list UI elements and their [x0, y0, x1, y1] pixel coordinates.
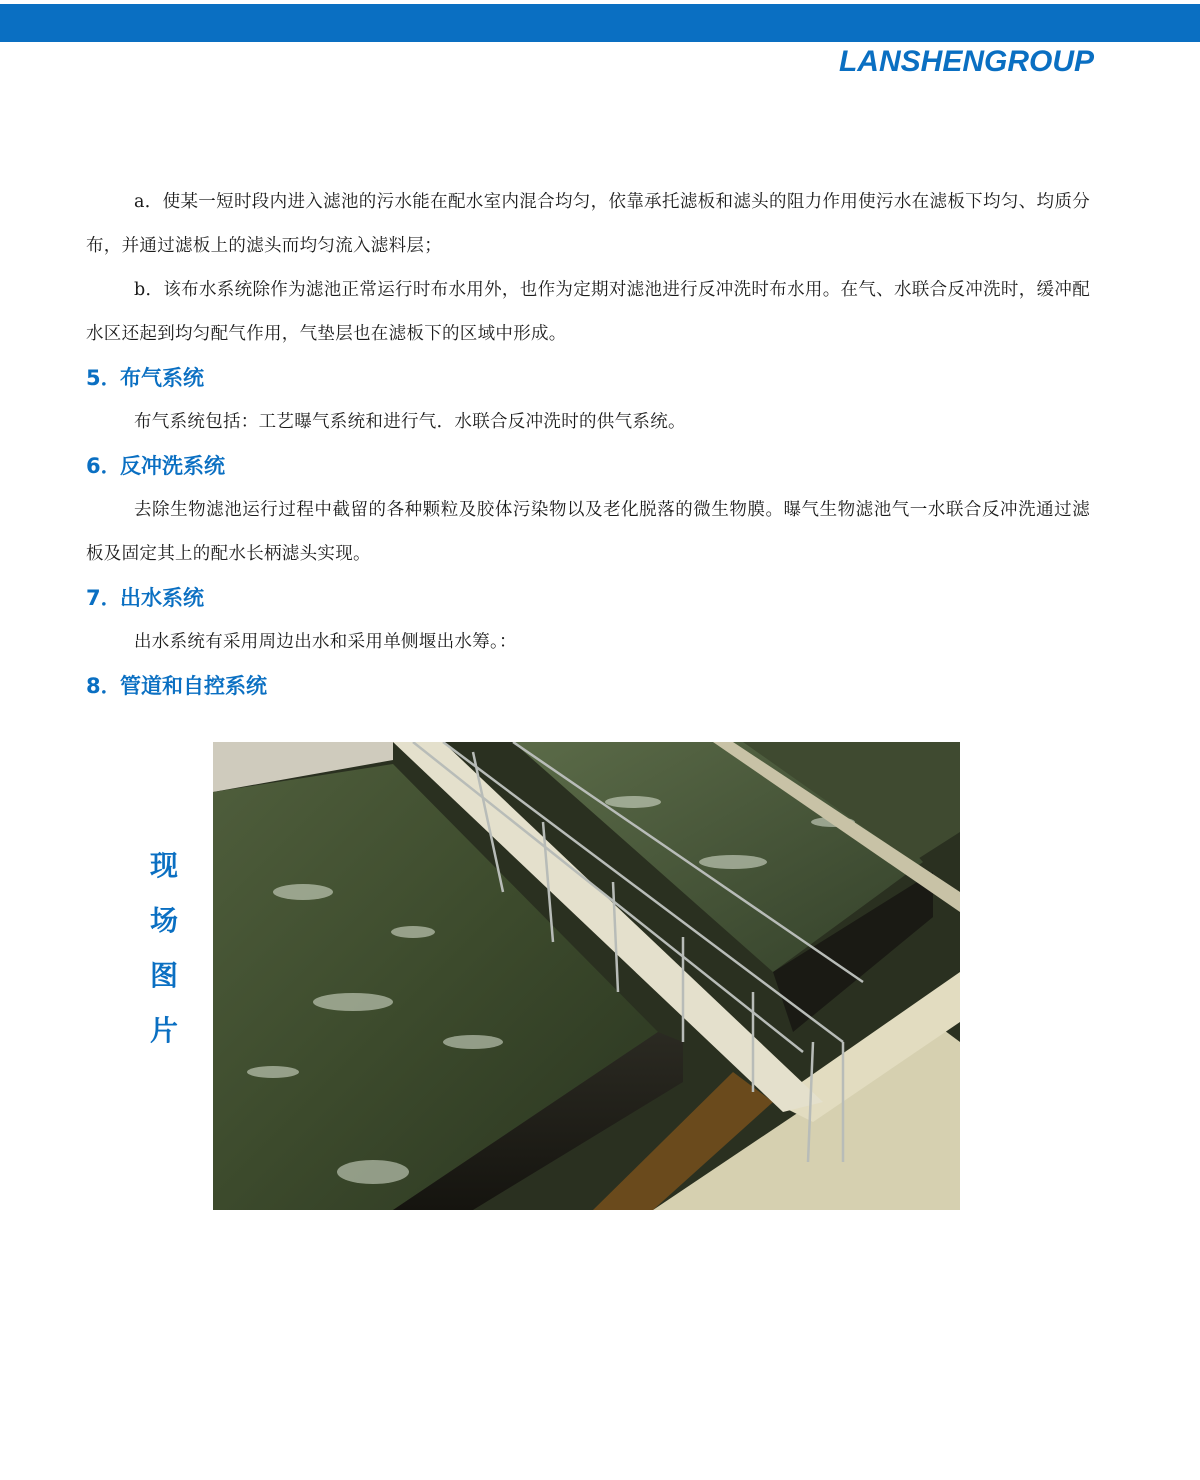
photo-side-label [146, 838, 182, 1058]
section-number: 5． [86, 366, 122, 390]
label-char: 片 [149, 1014, 178, 1047]
site-photo [213, 742, 960, 1210]
brand-logo-text: LANSHENGROUP [838, 45, 1094, 78]
header-bar [0, 4, 1200, 42]
section-text-7: 出水系统有采用周边出水和采用单侧堰出水筹。： [134, 632, 517, 652]
section-title: 管道和自控系统 [120, 674, 267, 698]
section-heading-6 [86, 444, 1090, 488]
section-title: 反冲洗系统 [120, 454, 225, 478]
paragraph-a: a．使某一短时段内进入滤池的污水能在配水室内混合均匀，依靠承托滤板和滤头的阻力作用使污水在滤板下均匀、均质分布，并通过滤板上的滤头而均匀流入滤料层； [86, 192, 1090, 256]
label-char: 场 [149, 904, 178, 937]
section-text-5: 布气系统包括：工艺曝气系统和进行气．水联合反冲洗时的供气系统。 [134, 412, 686, 432]
section-number: 8． [86, 674, 122, 698]
section-title: 出水系统 [120, 586, 204, 610]
section-number: 6． [86, 454, 122, 478]
label-char: 现 [149, 849, 178, 882]
site-photo-illustration [213, 742, 960, 1210]
section-heading-7 [86, 576, 1090, 620]
section-heading-5 [86, 356, 1090, 400]
section-title: 布气系统 [120, 366, 204, 390]
document-body [86, 180, 1090, 708]
section-number: 7． [86, 586, 122, 610]
paragraph-b: b．该布水系统除作为滤池正常运行时布水用外，也作为定期对滤池进行反冲洗时布水用。在气、水联合反冲洗时，缓冲配水区还起到均匀配气作用，气垫层也在滤板下的区域中形成。 [86, 280, 1090, 344]
section-heading-8 [86, 664, 1090, 708]
label-char: 图 [149, 959, 178, 992]
section-text-6: 去除生物滤池运行过程中截留的各种颗粒及胶体污染物以及老化脱落的微生物膜。曝气生物滤池气一水联合反冲洗通过滤板及固定其上的配水长柄滤头实现。 [86, 500, 1090, 564]
